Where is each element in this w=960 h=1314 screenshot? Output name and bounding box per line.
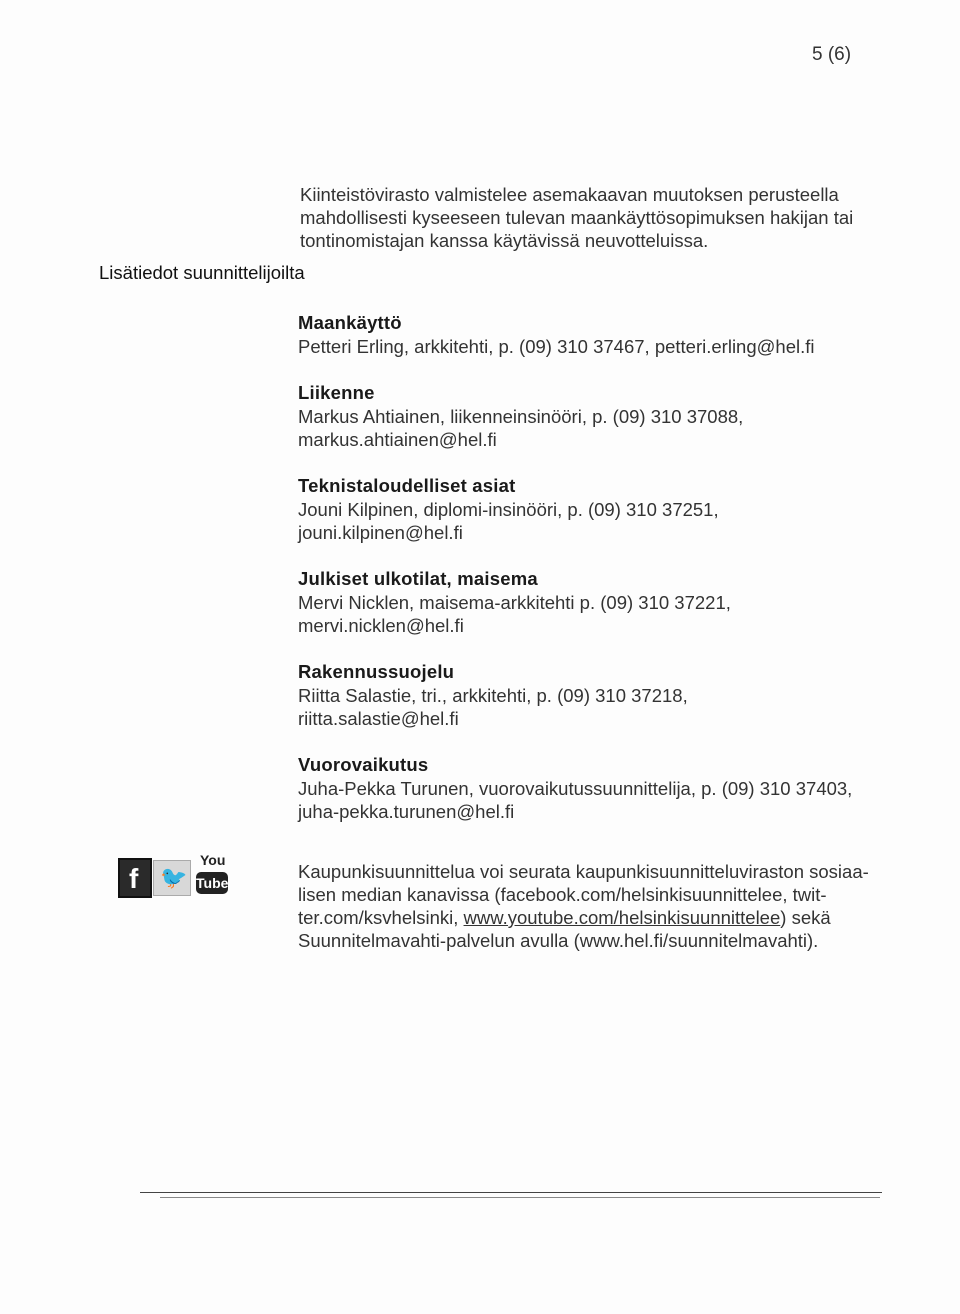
youtube-you-label: You [200,852,226,868]
facebook-icon[interactable] [118,858,152,898]
footer-divider [140,1192,882,1193]
contact-title: Vuorovaikutus [298,754,429,775]
contact-maankaytto [298,310,898,358]
social-line-text: ) sekä [780,907,831,928]
contact-email[interactable]: markus.ahtiainen@hel.fi [298,429,497,450]
social-line-text: ter.com/ksvhelsinki, [298,907,464,928]
social-line: Suunnitelmavahti-palvelun avulla (www.hel.fi/suunnitelmavahti). [298,930,819,951]
contact-email[interactable]: juha-pekka.turunen@hel.fi [298,801,515,822]
intro-paragraph [300,183,880,252]
youtube-icon[interactable] [196,852,228,896]
contact-title: Julkiset ulkotilat, maisema [298,568,538,589]
intro-line: tontinomistajan kanssa käytävissä neuvotteluissa. [300,230,709,251]
contact-rakennussuojelu [298,659,898,730]
contact-title: Rakennussuojelu [298,661,455,682]
youtube-link[interactable]: www.youtube.com/helsinkisuunnittelee [463,907,781,928]
contact-title: Liikenne [298,382,375,403]
contact-line: Riitta Salastie, tri., arkkitehti, p. (09) 310 37218, [298,685,688,706]
contact-email[interactable]: jouni.kilpinen@hel.fi [298,522,463,543]
contact-line: Petteri Erling, arkkitehti, p. (09) 310 37467, petteri.erling@hel.fi [298,336,815,357]
contact-line: Markus Ahtiainen, liikenneinsinööri, p. (09) 310 37088, [298,406,744,427]
contact-line: Mervi Nicklen, maisema-arkkitehti p. (09) 310 37221, [298,592,731,613]
contact-title: Maankäyttö [298,312,402,333]
contact-line: Juha-Pekka Turunen, vuorovaikutussuunnittelija, p. (09) 310 37403, [298,778,853,799]
contact-list [298,310,898,845]
footer-divider [160,1197,880,1198]
contact-vuorovaikutus [298,752,898,823]
social-media-paragraph [298,860,888,952]
social-line: lisen median kanavissa (facebook.com/helsinkisuunnittelee, twit- [298,884,827,905]
contact-email[interactable]: mervi.nicklen@hel.fi [298,615,464,636]
twitter-bird-glyph: 🐦 [160,865,188,890]
intro-line: Kiinteistövirasto valmistelee asemakaavan muutoksen perusteella [300,184,839,205]
twitter-icon[interactable] [153,860,191,896]
contact-title: Teknistaloudelliset asiat [298,475,516,496]
youtube-tube-label: Tube [196,872,228,894]
contact-line: Jouni Kilpinen, diplomi-insinööri, p. (09) 310 37251, [298,499,719,520]
facebook-glyph: f [129,863,139,894]
contact-liikenne [298,380,898,451]
side-heading: Lisätiedot suunnittelijoilta [99,262,305,283]
contact-email[interactable]: riitta.salastie@hel.fi [298,708,459,729]
social-media-icons [118,850,238,900]
social-line [298,906,888,929]
page-number: 5 (6) [812,44,852,65]
social-line: Kaupunkisuunnittelua voi seurata kaupunkisuunnitteluviraston sosiaa- [298,861,869,882]
contact-julkiset-ulkotilat [298,566,898,637]
intro-line: mahdollisesti kyseeseen tulevan maankäyttösopimuksen hakijan tai [300,207,854,228]
contact-teknistaloudelliset [298,473,898,544]
